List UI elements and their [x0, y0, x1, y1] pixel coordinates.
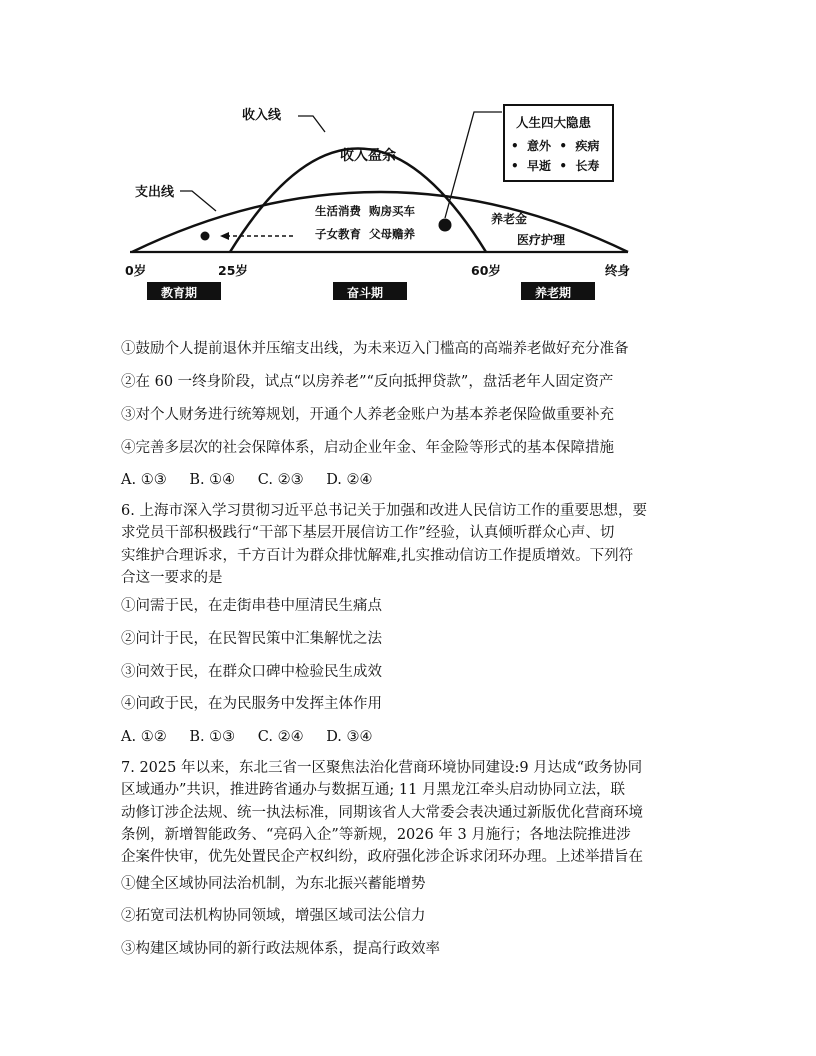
q6-options	[121, 727, 391, 747]
q7-statement-1: ①健全区域协同法治机制，为东北振兴蓄能增势	[121, 876, 426, 892]
q7-stem-line-5: 企案件快审，优先处置民企产权纠纷，政府强化涉企诉求闭环办理。上述举措旨在	[121, 849, 643, 866]
expense-label-leader	[180, 191, 216, 211]
q5-statement-3: ③对个人财务进行统筹规划，开通个人养老金账户为基本养老保险做重要补充	[121, 407, 614, 423]
q6-option-d[interactable]: D. ③④	[326, 729, 373, 745]
q7-stem-line-1: 7. 2025 年以来，东北三省一区聚焦法治化营商环境协同建设:9 月达成“政务协同	[121, 760, 643, 776]
income-surplus-label: 收入盈余	[340, 148, 396, 164]
q5-option-d[interactable]: D. ②④	[326, 472, 373, 488]
q7-statement-2: ②拓宽司法机构协同领域，增强区域司法公信力	[121, 908, 426, 924]
q6-statement-3: ③问效于民，在群众口碑中检验民生成效	[121, 664, 382, 680]
q6-stem-line-2: 求党员干部积极践行“干部下基层开展信访工作”经验，认真倾听群众心声、切	[121, 525, 615, 542]
q6-stem-line-4: 合这一要求的是	[121, 569, 223, 586]
age-label-25: 25岁	[218, 263, 248, 278]
q6-statement-1: ①问需于民，在走街串巷中厘清民生痛点	[121, 598, 382, 614]
q5-options	[121, 470, 391, 490]
life-cycle-income-expense-diagram	[118, 100, 648, 300]
expense-line-label: 支出线	[135, 185, 175, 200]
q7-stem-line-4: 条例，新增智能政务、“亮码入企”等新规，2026 年 3 月施行；各地法院推进涉	[121, 826, 631, 843]
q6-statement-2: ②问计于民，在民智民策中汇集解忧之法	[121, 631, 382, 647]
risk-leader	[445, 112, 502, 218]
q6-stem-line-1: 6. 上海市深入学习贯彻习近平总书记关于加强和改进人民信访工作的重要思想，要	[121, 503, 647, 519]
middle-items-row2: 子女教育 父母赡养	[315, 227, 416, 241]
q6-stem	[121, 500, 701, 589]
risk-box-row1: • 意外 • 疾病	[511, 139, 600, 153]
period-label-retirement: 养老期	[535, 286, 572, 300]
risk-dot	[439, 219, 452, 232]
period-label-struggle: 奋斗期	[347, 286, 384, 300]
age-label-60: 60岁	[471, 263, 501, 278]
right-items-row2: 医疗护理	[517, 233, 566, 247]
q5-statement-2: ②在 60 一终身阶段，试点“以房养老”“反向抵押贷款”，盘活老年人固定资产	[121, 374, 614, 390]
right-items-row1: 养老金	[491, 212, 528, 226]
q6-stem-line-3: 实维护合理诉求，千方百计为群众排忧解难,扎实推动信访工作提质增效。下列符	[121, 547, 634, 564]
q6-option-c[interactable]: C. ②④	[257, 729, 304, 745]
income-line-label: 收入线	[242, 108, 282, 123]
q6-option-b[interactable]: B. ①③	[189, 729, 236, 745]
q6-statement-4: ④问政于民，在为民服务中发挥主体作用	[121, 696, 382, 712]
q7-statement-3: ③构建区域协同的新行政法规体系，提高行政效率	[121, 941, 440, 957]
q5-statement-4: ④完善多层次的社会保障体系，启动企业年金、年金险等形式的基本保障措施	[121, 440, 614, 456]
period-label-education: 教育期	[161, 286, 198, 300]
q5-option-b[interactable]: B. ①④	[189, 472, 236, 488]
q7-stem	[121, 757, 701, 868]
risk-box-title: 人生四大隐患	[516, 115, 592, 130]
income-label-leader	[298, 116, 325, 132]
q5-option-c[interactable]: C. ②③	[257, 472, 304, 488]
q5-option-a[interactable]: A. ①③	[121, 472, 167, 488]
early-dot	[201, 232, 210, 241]
q5-statement-1: ①鼓励个人提前退休并压缩支出线，为未来迈入门槛高的高端养老做好充分准备	[121, 341, 629, 357]
dashed-arrow-head	[220, 232, 229, 240]
q7-stem-line-2: 区域通办”共识，推进跨省通办与数据互通; 11 月黑龙江牵头启动协同立法，联	[121, 782, 625, 799]
age-label-lifetime: 终身	[605, 263, 631, 278]
middle-items-row1: 生活消费 购房买车	[315, 204, 416, 218]
age-label-0: 0岁	[125, 263, 147, 278]
q7-stem-line-3: 动修订涉企法规、统一执法标准，同期该省人大常委会表决通过新版优化营商环境	[121, 804, 643, 821]
q6-option-a[interactable]: A. ①②	[121, 729, 167, 745]
risk-box-row2: • 早逝 • 长寿	[511, 159, 600, 173]
